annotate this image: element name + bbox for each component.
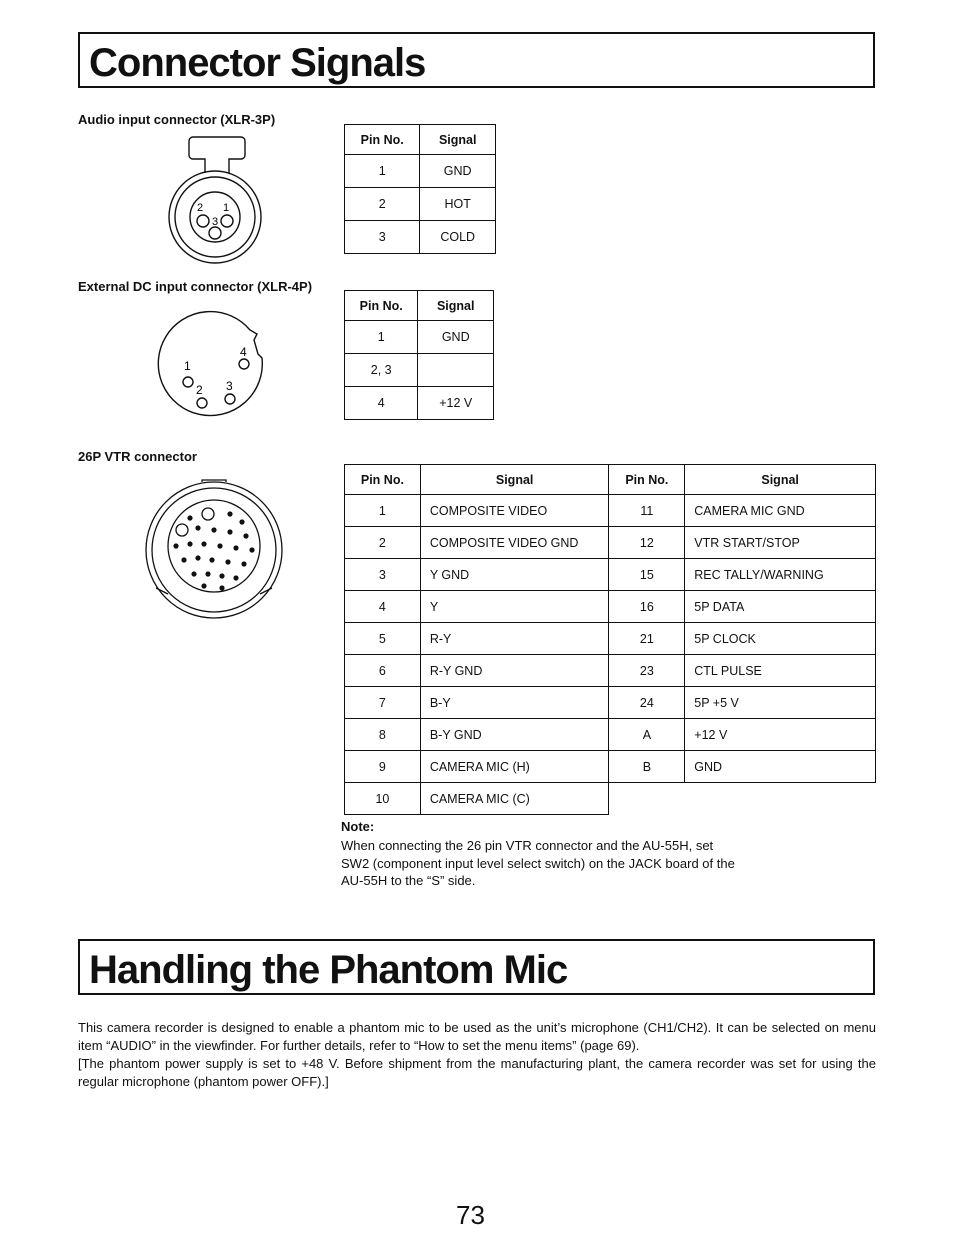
signal-cell: CAMERA MIC GND bbox=[685, 495, 876, 527]
pin-cell: 7 bbox=[345, 687, 421, 719]
table-row bbox=[345, 783, 876, 815]
pin-cell: 11 bbox=[609, 495, 685, 527]
table-row bbox=[345, 719, 876, 751]
pin-cell: 4 bbox=[345, 591, 421, 623]
xlr4p-pin-label: 4 bbox=[240, 345, 247, 359]
xlr3p-connector-diagram bbox=[160, 135, 270, 265]
table-row bbox=[345, 655, 876, 687]
audio-pin-table bbox=[344, 124, 496, 254]
dc-connector-label: External DC input connector (XLR-4P) bbox=[78, 279, 313, 294]
xlr3p-pin-label: 1 bbox=[223, 202, 230, 214]
column-header: Pin No. bbox=[609, 465, 685, 495]
pin-cell: 6 bbox=[345, 655, 421, 687]
table-row bbox=[345, 495, 876, 527]
pin-cell: 15 bbox=[609, 559, 685, 591]
signal-cell: VTR START/STOP bbox=[685, 527, 876, 559]
signal-cell: R-Y GND bbox=[420, 655, 609, 687]
signal-cell: 5P DATA bbox=[685, 591, 876, 623]
note-body: When connecting the 26 pin VTR connector and the AU-55H, set SW2 (component input level select switch) on the JACK board of the AU-55H to the “S” side. bbox=[341, 838, 735, 888]
signal-cell: REC TALLY/WARNING bbox=[685, 559, 876, 591]
vtr-26p-connector-diagram bbox=[142, 478, 287, 624]
signal-cell: R-Y bbox=[420, 623, 609, 655]
signal-cell: GND bbox=[420, 155, 496, 188]
pin-cell: 1 bbox=[345, 155, 420, 188]
signal-cell: B-Y GND bbox=[420, 719, 609, 751]
table-row bbox=[345, 188, 496, 221]
signal-cell: CTL PULSE bbox=[685, 655, 876, 687]
table-header-row bbox=[345, 465, 876, 495]
pin-cell: 23 bbox=[609, 655, 685, 687]
table-header-row bbox=[345, 291, 494, 321]
signal-cell: COMPOSITE VIDEO bbox=[420, 495, 609, 527]
pin-cell: 2 bbox=[345, 188, 420, 221]
table-row bbox=[345, 591, 876, 623]
pin-cell: 5 bbox=[345, 623, 421, 655]
pin-cell: 8 bbox=[345, 719, 421, 751]
pin-cell: 3 bbox=[345, 559, 421, 591]
page-number: 73 bbox=[456, 1200, 485, 1230]
xlr4p-pin-label: 2 bbox=[196, 383, 203, 397]
signal-cell: GND bbox=[418, 321, 494, 354]
pin-cell: 3 bbox=[345, 221, 420, 254]
phantom-paragraph-2: [The phantom power supply is set to +48 V. Before shipment from the manufacturing plant, the camera recorder was set for using the regular microphone (phantom power OFF).] bbox=[78, 1056, 876, 1089]
signal-cell: Y bbox=[420, 591, 609, 623]
signal-cell bbox=[418, 354, 494, 387]
signal-cell: GND bbox=[685, 751, 876, 783]
pin-cell: 16 bbox=[609, 591, 685, 623]
empty-cell bbox=[609, 783, 685, 815]
pin-cell: 9 bbox=[345, 751, 421, 783]
table-row bbox=[345, 354, 494, 387]
xlr4p-connector-diagram bbox=[158, 310, 273, 422]
section-heading: Handling the Phantom Mic bbox=[89, 948, 568, 992]
pin-cell: A bbox=[609, 719, 685, 751]
pin-cell: 1 bbox=[345, 321, 418, 354]
column-header: Pin No. bbox=[345, 291, 418, 321]
column-header: Signal bbox=[418, 291, 494, 321]
pin-cell: 24 bbox=[609, 687, 685, 719]
vtr-pin-table bbox=[344, 464, 876, 815]
signal-cell: COLD bbox=[420, 221, 496, 254]
column-header: Signal bbox=[420, 465, 609, 495]
xlr4p-pin-label: 3 bbox=[226, 379, 233, 393]
pin-cell: 4 bbox=[345, 387, 418, 420]
xlr3p-pin-label: 2 bbox=[197, 202, 204, 214]
vtr-connector-label: 26P VTR connector bbox=[78, 449, 197, 464]
signal-cell: Y GND bbox=[420, 559, 609, 591]
signal-cell: CAMERA MIC (C) bbox=[420, 783, 609, 815]
pin-cell: 2, 3 bbox=[345, 354, 418, 387]
table-row bbox=[345, 751, 876, 783]
table-row bbox=[345, 387, 494, 420]
signal-cell: 5P +5 V bbox=[685, 687, 876, 719]
pin-cell: 1 bbox=[345, 495, 421, 527]
table-row bbox=[345, 527, 876, 559]
xlr3p-pin-label: 3 bbox=[212, 216, 219, 228]
pin-cell: 12 bbox=[609, 527, 685, 559]
page-title: Connector Signals bbox=[89, 41, 426, 85]
pin-cell: 10 bbox=[345, 783, 421, 815]
signal-cell: CAMERA MIC (H) bbox=[420, 751, 609, 783]
signal-cell: HOT bbox=[420, 188, 496, 221]
empty-cell bbox=[685, 783, 876, 815]
column-header: Pin No. bbox=[345, 465, 421, 495]
column-header: Signal bbox=[420, 125, 496, 155]
table-row bbox=[345, 687, 876, 719]
signal-cell: B-Y bbox=[420, 687, 609, 719]
table-row bbox=[345, 221, 496, 254]
pin-cell: 21 bbox=[609, 623, 685, 655]
pin-cell: 2 bbox=[345, 527, 421, 559]
signal-cell: +12 V bbox=[685, 719, 876, 751]
column-header: Pin No. bbox=[345, 125, 420, 155]
section-title-connector-signals bbox=[78, 32, 875, 88]
table-header-row bbox=[345, 125, 496, 155]
pin-cell: B bbox=[609, 751, 685, 783]
table-row bbox=[345, 623, 876, 655]
audio-connector-label: Audio input connector (XLR-3P) bbox=[78, 112, 276, 127]
table-row bbox=[345, 155, 496, 188]
signal-cell: COMPOSITE VIDEO GND bbox=[420, 527, 609, 559]
table-row bbox=[345, 321, 494, 354]
xlr4p-pin-label: 1 bbox=[184, 359, 191, 373]
dc-pin-table bbox=[344, 290, 494, 420]
signal-cell: 5P CLOCK bbox=[685, 623, 876, 655]
note-title: Note: bbox=[341, 819, 375, 834]
phantom-paragraph-1: This camera recorder is designed to enable a phantom mic to be used as the unit’s microphone (CH1/CH2). It can be selected on menu item “AUDIO” in the viewfinder. For further details, refer to “How to set the menu items” (page 69). bbox=[78, 1020, 876, 1053]
signal-cell: +12 V bbox=[418, 387, 494, 420]
table-row bbox=[345, 559, 876, 591]
section-title-phantom-mic bbox=[78, 939, 875, 995]
column-header: Signal bbox=[685, 465, 876, 495]
